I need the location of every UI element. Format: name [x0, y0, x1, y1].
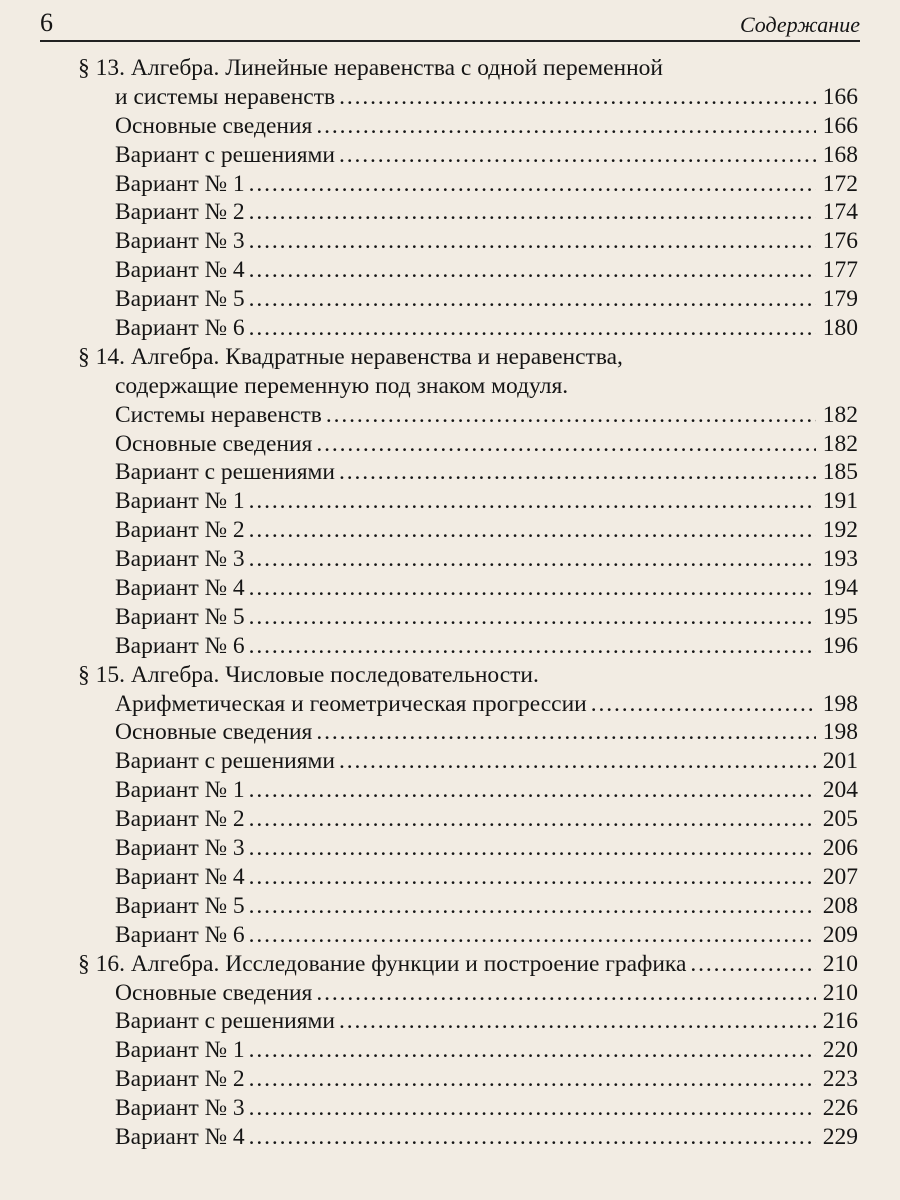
dot-leader [249, 170, 816, 199]
page-ref: 216 [822, 1008, 858, 1035]
running-title: Содержание [739, 12, 860, 37]
entry-label: Основные сведения [115, 979, 313, 1006]
dot-leader [249, 603, 816, 632]
section-title: § 13. Алгебра. Линейные неравенства с одной переменной [78, 55, 664, 81]
dot-leader [249, 545, 816, 574]
page-ref: 191 [822, 488, 858, 515]
toc-entry [78, 863, 858, 892]
entry-label: Вариант с решениями [115, 141, 336, 168]
dot-leader [591, 690, 816, 719]
page-ref: 196 [822, 632, 858, 659]
toc-entry [78, 1065, 858, 1094]
page-header [40, 6, 860, 42]
entry-label: Вариант с решениями [115, 748, 336, 775]
page-ref: 223 [822, 1066, 858, 1093]
entry-label: Основные сведения [115, 719, 313, 746]
page-ref: 174 [822, 199, 858, 226]
toc-entry [78, 1007, 858, 1036]
dot-leader [249, 1123, 816, 1152]
toc-entry [78, 1123, 858, 1152]
entry-label: Вариант № 4 [115, 575, 245, 602]
dot-leader [249, 805, 816, 834]
section-heading-line [78, 372, 858, 401]
dot-leader [316, 979, 816, 1008]
entry-label: Вариант № 5 [115, 892, 245, 919]
entry-label: Вариант с решениями [115, 1008, 336, 1035]
page-ref: 198 [822, 690, 858, 717]
page-ref: 210 [822, 950, 858, 977]
dot-leader [249, 574, 816, 603]
section-heading-line [78, 661, 858, 690]
entry-label: Основные сведения [115, 430, 313, 457]
dot-leader [316, 112, 816, 141]
dot-leader [690, 950, 816, 979]
toc-entry [78, 834, 858, 863]
toc-entry [78, 603, 858, 632]
entry-label: Вариант № 6 [115, 921, 245, 948]
toc-entry [78, 892, 858, 921]
entry-label: Вариант № 5 [115, 286, 245, 313]
section-title: § 14. Алгебра. Квадратные неравенства и неравенства, [78, 343, 623, 370]
page-ref: 195 [822, 603, 858, 630]
entry-label: Вариант № 4 [115, 257, 245, 284]
entry-label: Вариант № 1 [115, 170, 245, 197]
toc-entry [78, 487, 858, 516]
dot-leader [339, 141, 816, 170]
page-ref: 226 [822, 1095, 858, 1122]
page-ref: 220 [822, 1037, 858, 1064]
entry-label: Основные сведения [115, 112, 313, 139]
dot-leader [249, 256, 816, 285]
dot-leader [249, 285, 816, 314]
section-title: Системы неравенств [115, 401, 322, 428]
page-ref: 205 [822, 806, 858, 833]
page-ref: 206 [822, 835, 858, 862]
toc-entry [78, 458, 858, 487]
page-ref: 207 [822, 863, 858, 890]
page-ref: 179 [822, 286, 858, 313]
page-ref: 209 [822, 921, 858, 948]
section-title: Арифметическая и геометрическая прогрессии [115, 690, 587, 717]
toc-entry [78, 1094, 858, 1123]
page-ref: 166 [822, 83, 858, 110]
table-of-contents [78, 54, 858, 1152]
entry-label: Вариант № 4 [115, 1123, 245, 1150]
toc-entry [78, 430, 858, 459]
dot-leader [249, 198, 816, 227]
page-ref: 193 [822, 546, 858, 573]
page-ref: 229 [822, 1123, 858, 1150]
toc-entry [78, 747, 858, 776]
section-title: и системы неравенств [115, 83, 336, 110]
toc-entry [78, 632, 858, 661]
page-ref: 185 [822, 459, 858, 486]
entry-label: Вариант № 2 [115, 806, 245, 833]
page-ref: 168 [822, 141, 858, 168]
dot-leader [249, 921, 816, 950]
dot-leader [249, 834, 816, 863]
entry-label: Вариант № 2 [115, 199, 245, 226]
section-heading-line [78, 690, 858, 719]
entry-label: Вариант с решениями [115, 459, 336, 486]
dot-leader [249, 863, 816, 892]
entry-label: Вариант № 1 [115, 488, 245, 515]
toc-entry [78, 805, 858, 834]
toc-entry [78, 227, 858, 256]
page-ref: 172 [822, 170, 858, 197]
page-ref: 201 [822, 748, 858, 775]
entry-label: Вариант № 2 [115, 517, 245, 544]
entry-label: Вариант № 1 [115, 777, 245, 804]
entry-label: Вариант № 3 [115, 546, 245, 573]
dot-leader [249, 1065, 816, 1094]
toc-entry [78, 545, 858, 574]
entry-label: Вариант № 3 [115, 228, 245, 255]
page-ref: 204 [822, 777, 858, 804]
toc-entry [78, 112, 858, 141]
dot-leader [249, 892, 816, 921]
toc-entry [78, 979, 858, 1008]
page-ref: 180 [822, 315, 858, 342]
section-heading-line [78, 343, 858, 372]
dot-leader [249, 632, 816, 661]
section-heading-line [78, 54, 858, 83]
page-ref: 182 [822, 430, 858, 457]
entry-label: Вариант № 3 [115, 835, 245, 862]
toc-entry [78, 256, 858, 285]
entry-label: Вариант № 3 [115, 1095, 245, 1122]
section-title: содержащие переменную под знаком модуля. [115, 372, 569, 399]
toc-entry [78, 921, 858, 950]
dot-leader [249, 1094, 816, 1123]
toc-entry [78, 170, 858, 199]
dot-leader [249, 487, 816, 516]
page-ref: 166 [822, 112, 858, 139]
page-ref: 192 [822, 517, 858, 544]
page-ref: 177 [822, 257, 858, 284]
toc-entry [78, 776, 858, 805]
dot-leader [339, 83, 816, 112]
entry-label: Вариант № 2 [115, 1066, 245, 1093]
section-title: § 15. Алгебра. Числовые последовательности. [78, 661, 539, 688]
section-heading-line [78, 401, 858, 430]
page-number: 6 [40, 8, 53, 37]
dot-leader [249, 314, 816, 343]
entry-label: Вариант № 5 [115, 603, 245, 630]
dot-leader [326, 401, 816, 430]
entry-label: Вариант № 6 [115, 632, 245, 659]
dot-leader [249, 516, 816, 545]
section-title: § 16. Алгебра. Исследование функции и построение графика [78, 950, 687, 977]
toc-entry [78, 141, 858, 170]
entry-label: Вариант № 1 [115, 1037, 245, 1064]
toc-entry [78, 574, 858, 603]
toc-entry [78, 198, 858, 227]
page-ref: 194 [822, 575, 858, 602]
entry-label: Вариант № 4 [115, 863, 245, 890]
toc-entry [78, 314, 858, 343]
toc-entry [78, 285, 858, 314]
dot-leader [316, 430, 816, 459]
dot-leader [339, 747, 816, 776]
dot-leader [316, 718, 816, 747]
page-ref: 210 [822, 979, 858, 1006]
dot-leader [249, 776, 816, 805]
toc-entry [78, 718, 858, 747]
page-ref: 182 [822, 401, 858, 428]
toc-entry [78, 1036, 858, 1065]
page-ref: 208 [822, 892, 858, 919]
section-heading-line [78, 950, 858, 979]
dot-leader [249, 1036, 816, 1065]
dot-leader [339, 458, 816, 487]
toc-entry [78, 516, 858, 545]
dot-leader [339, 1007, 816, 1036]
entry-label: Вариант № 6 [115, 315, 245, 342]
page-ref: 198 [822, 719, 858, 746]
section-heading-line [78, 83, 858, 112]
page-ref: 176 [822, 228, 858, 255]
dot-leader [249, 227, 816, 256]
